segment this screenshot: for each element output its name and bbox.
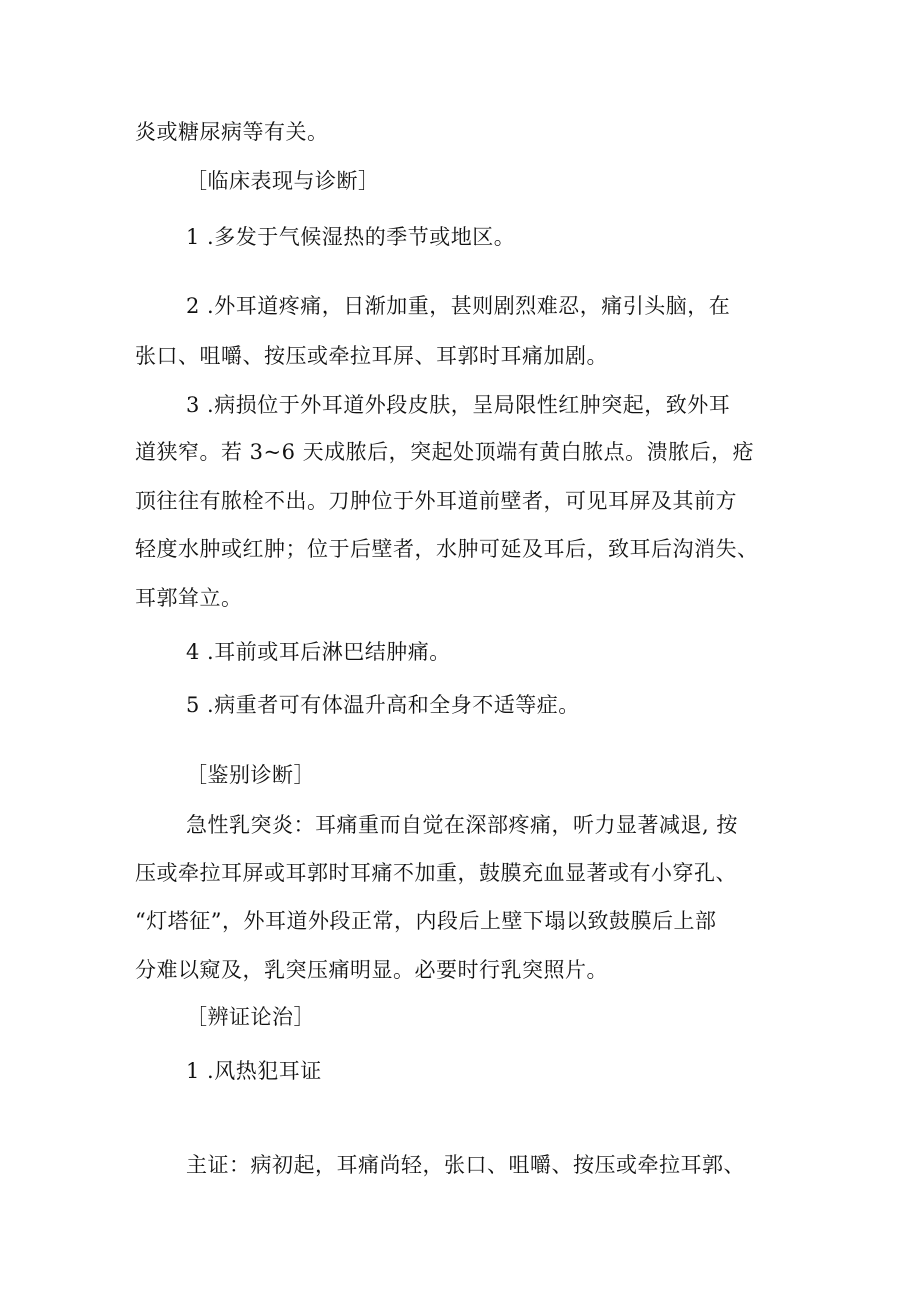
text-line: 急性乳突炎：耳痛重而自觉在深部疼痛，听力显著减退, 按 xyxy=(186,813,738,837)
section-heading: ［辨证论治］ xyxy=(186,1005,315,1029)
text-line: 5 .病重者可有体温升高和全身不适等症。 xyxy=(186,693,580,717)
text-line: 4 .耳前或耳后淋巴结肿痛。 xyxy=(186,640,451,664)
text-line: “灯塔征”，外耳道外段正常，内段后上壁下塌以致鼓膜后上部 xyxy=(135,909,717,933)
section-heading: ［鉴别诊断］ xyxy=(186,763,315,787)
text-line: 压或牵拉耳屏或耳郭时耳痛不加重，鼓膜充血显著或有小穿孔、 xyxy=(135,861,737,885)
text-line: 耳郭耸立。 xyxy=(135,586,243,610)
text-line: 分难以窥及，乳突压痛明显。必要时行乳突照片。 xyxy=(135,958,608,982)
section-heading: ［临床表现与诊断］ xyxy=(186,169,380,193)
text-line: 顶往往有脓栓不出。刀肿位于外耳道前壁者，可见耳屏及其前方 xyxy=(135,489,737,513)
text-line: 1 .风热犯耳证 xyxy=(186,1059,322,1083)
text-line: 主证：病初起，耳痛尚轻，张口、咀嚼、按压或牵拉耳郭、 xyxy=(186,1153,745,1177)
text-line: 张口、咀嚼、按压或牵拉耳屏、耳郭时耳痛加剧。 xyxy=(135,344,608,368)
text-line: 轻度水肿或红肿；位于后壁者，水肿可延及耳后，致耳后沟消失、 xyxy=(135,537,759,561)
text-line: 3 .病损位于外耳道外段皮肤，呈局限性红肿突起，致外耳 xyxy=(186,393,731,417)
text-line: 2 .外耳道疼痛，日渐加重，甚则剧烈难忍，痛引头脑，在 xyxy=(186,294,731,318)
text-line: 炎或糖尿病等有关。 xyxy=(135,120,329,144)
text-line: 1 .多发于气候湿热的季节或地区。 xyxy=(186,225,516,249)
text-line: 道狭窄。若 3~6 天成脓后，突起处顶端有黄白脓点。溃脓后，疮 xyxy=(135,440,755,464)
